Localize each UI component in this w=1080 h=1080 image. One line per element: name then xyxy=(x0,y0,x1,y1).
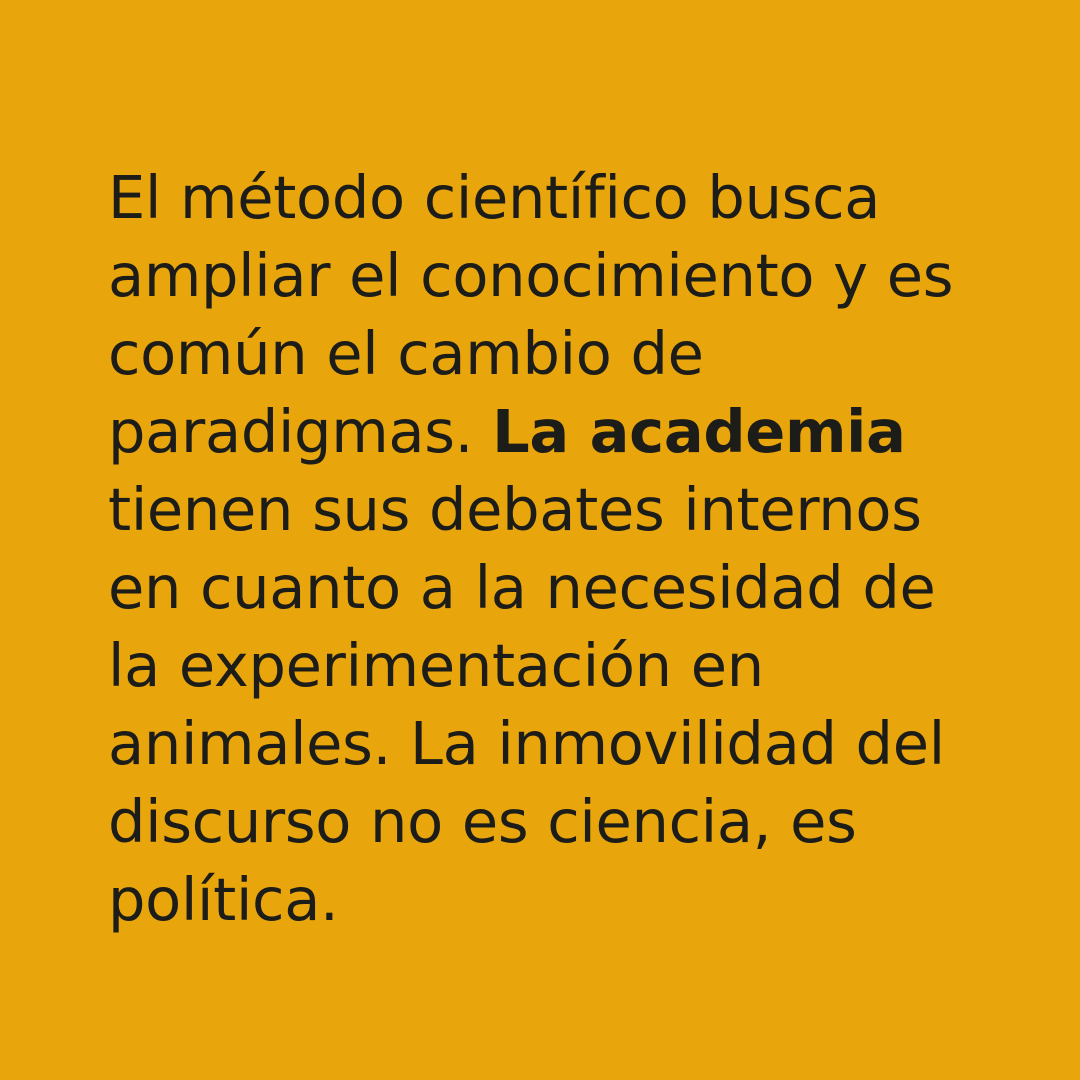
quote-segment-emphasis: La academia xyxy=(492,397,906,466)
quote-segment-lead: El método científico busca ampliar el conocimiento y es común el cambio de paradigmas. xyxy=(108,163,954,466)
quote-text xyxy=(108,159,975,939)
quote-segment-tail: tienen sus debates internos en cuanto a la necesidad de la experimentación en animales. La inmovilidad del discurso no es ciencia, es política. xyxy=(108,475,945,934)
